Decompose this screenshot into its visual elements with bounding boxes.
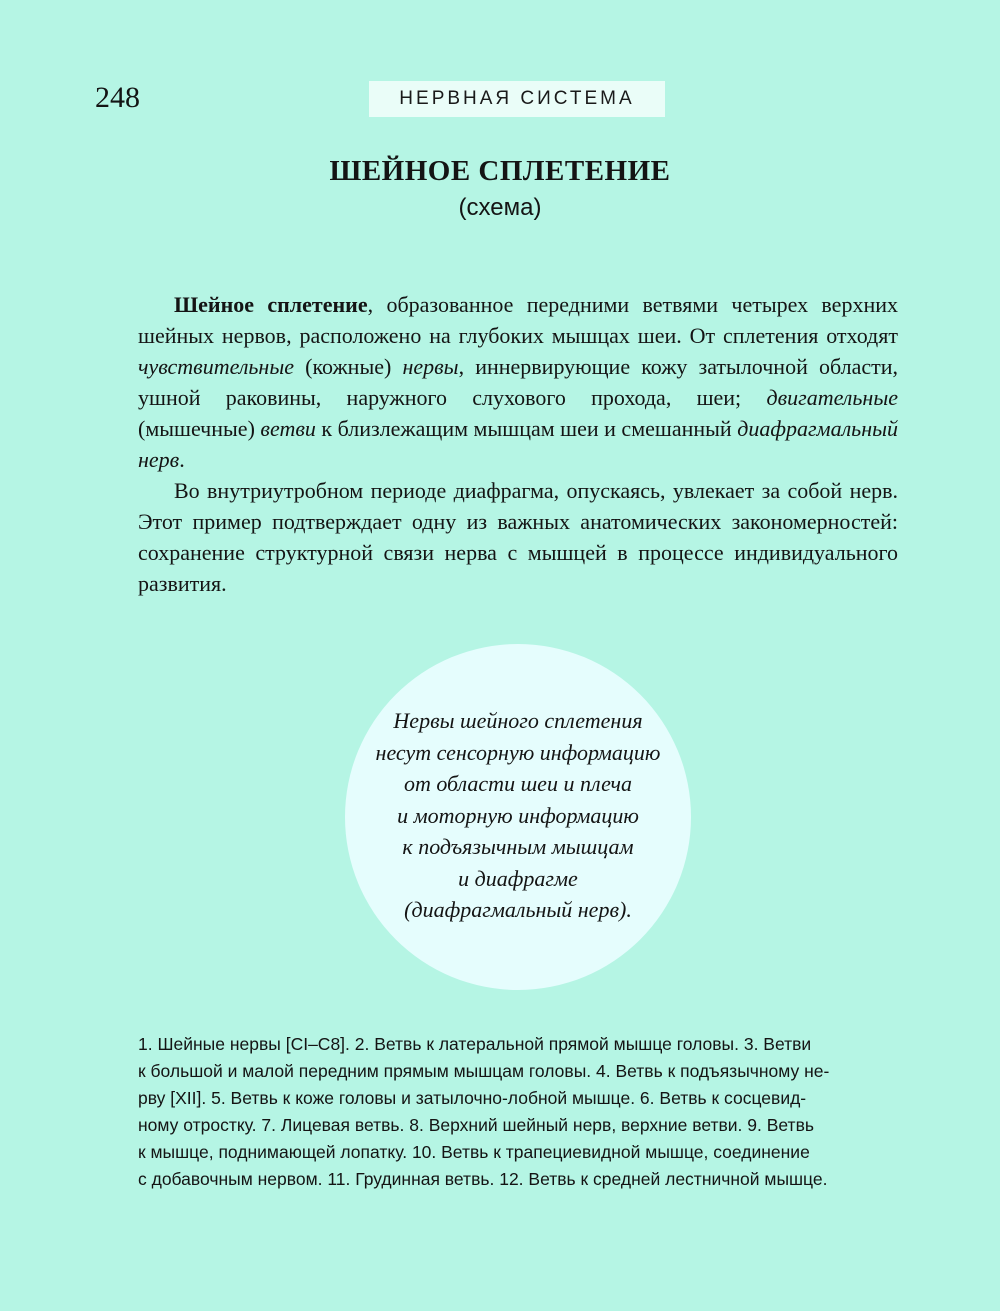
page-title: ШЕЙНОЕ СПЛЕТЕНИЕ (329, 155, 671, 187)
figure-caption (138, 1031, 898, 1193)
caption-line: с добавочным нервом. 11. Грудинная ветвь. 12. Ветвь к средней лестничной мышце. (138, 1169, 828, 1189)
page-subtitle: (схема) (458, 194, 542, 221)
caption-line: 1. Шейные нервы [CI–C8]. 2. Ветвь к латеральной прямой мышце головы. 3. Ветви (138, 1034, 812, 1054)
caption-line: к большой и малой передним прямым мышцам головы. 4. Ветвь к подъязычному не- (138, 1061, 830, 1081)
callout-line: несут сенсорную информацию (375, 739, 661, 765)
callout-line: от области шеи и плеча (403, 771, 633, 796)
callout-line: (диафрагмальный нерв). (404, 897, 632, 922)
section-header: НЕРВНАЯ СИСТЕМА (369, 81, 665, 117)
term-italic: двигательные (766, 385, 898, 410)
callout-line: и моторную информацию (397, 802, 639, 828)
term-italic: ветви (260, 416, 316, 441)
paragraph-1: Шейное сплетение, образованное передними ветвями четырех верхних шейных нервов, расположено на глубоких мышцах шеи. От сплетения отходят чувствительные (кожные) нервы, иннервирующие кожу затылочной области, ушной раковины, наружного слухового прохода, шеи; двигательные (мышечные) ветви к близлежащим мышцам шеи и смешанный диафрагмальный нерв. (138, 292, 899, 472)
callout-line: Нервы шейного сплетения (393, 708, 643, 733)
term-bold: Шейное сплетение (174, 292, 368, 317)
page-number: 248 (95, 81, 140, 114)
caption-line: ному отростку. 7. Лицевая ветвь. 8. Верхний шейный нерв, верхние ветви. 9. Ветвь (138, 1115, 814, 1135)
body-text (138, 289, 898, 599)
term-italic: диафрагмальный нерв (138, 416, 899, 472)
callout-text (345, 705, 691, 926)
paragraph-2: Во внутриутробном периоде диафрагма, опускаясь, увлекает за собой нерв. Этот пример подтверждает одну из важных анатомических закономерностей: сохранение структурной связи нерва с мышцей в процессе индивидуального развития. (138, 478, 898, 596)
caption-line: к мышце, поднимающей лопатку. 10. Ветвь к трапециевидной мышце, соединение (138, 1142, 810, 1162)
term-italic: нервы (402, 354, 459, 379)
term-italic: чувствительные (138, 354, 295, 379)
caption-line: рву [XII]. 5. Ветвь к коже головы и затылочно-лобной мышце. 6. Ветвь к сосцевид- (138, 1088, 807, 1108)
callout-line: к подъязычным мышцам (402, 834, 634, 859)
callout-line: и диафрагме (458, 865, 578, 891)
